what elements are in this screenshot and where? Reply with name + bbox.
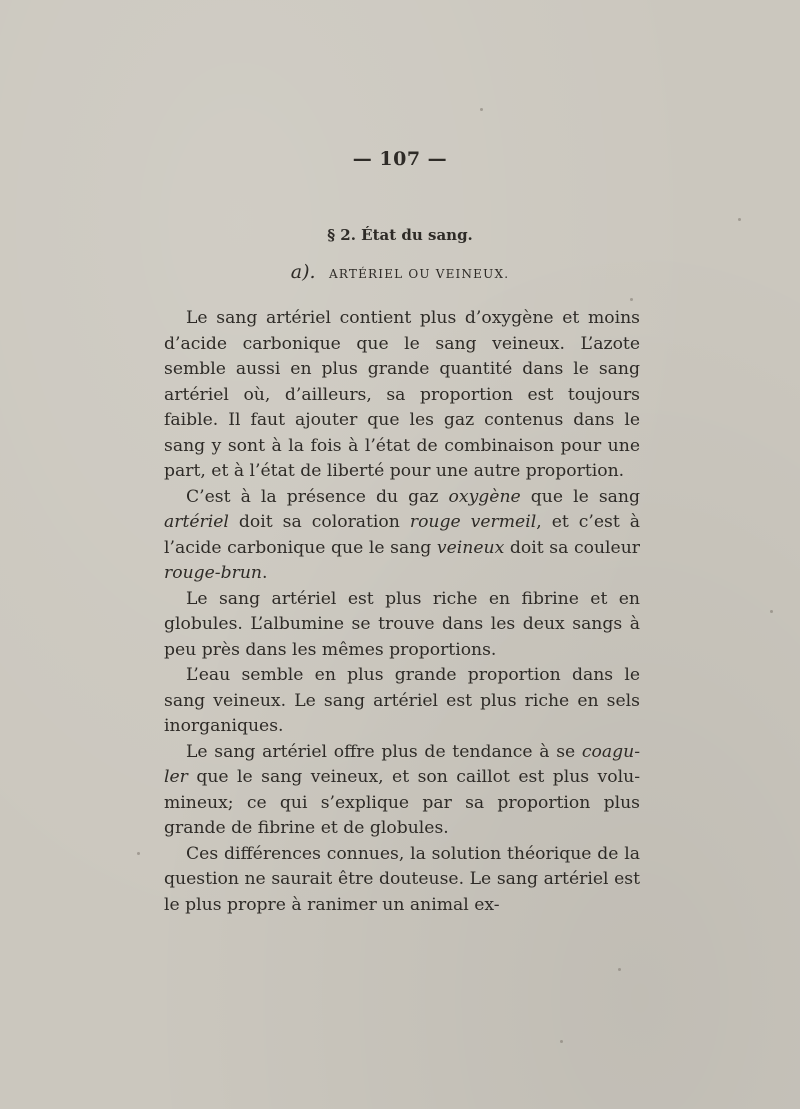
paper-speck: [618, 968, 621, 971]
subheading-text: ARTÉRIEL OU VEINEUX.: [328, 267, 510, 281]
body-text: [164, 306, 640, 918]
paragraph: [164, 663, 640, 740]
subheading-label: a).: [290, 261, 316, 283]
text-run: Le sang artériel contient plus d’oxygène et moins d’acide carbonique que le sang veineux. L’azote semble aussi en plus grande quantité dans le sang artériel où, d’ailleurs, sa proportion est toujours faible. Il faut ajouter que les gaz contenus dans le sang y sont à la fois à l’état de combinaison pour une part, et à l’état de liberté pour une autre proportion.: [164, 308, 640, 481]
text-run: L’eau semble en plus grande proportion dans le sang veineux. Le sang artériel est plus riche en sels inorganiques.: [164, 665, 640, 736]
italic-term: artériel: [164, 512, 229, 532]
text-run: .: [261, 563, 268, 583]
paragraph: [164, 306, 640, 485]
paragraph: [164, 485, 640, 587]
paper-speck: [738, 218, 741, 221]
paper-speck: [630, 298, 633, 301]
subheading: [0, 261, 800, 283]
page-number: — 107 —: [352, 148, 448, 170]
text-run: Le sang artériel est plus riche en fibrine et en globules. L’albumine se trouve dans les deux sangs à peu près dans les mêmes proportions.: [164, 588, 640, 660]
paper-speck: [560, 1040, 563, 1043]
paragraph: [164, 587, 640, 664]
text-run: Ces différences connues, la solution théorique de la question ne saurait être douteuse. Le sang artériel est le plus propre à ranimer un animal ex-: [164, 843, 640, 915]
text-run: , et c’est à l’acide carbonique que le sang: [164, 512, 641, 558]
italic-term: rouge vermeil: [409, 512, 537, 532]
text-run: doit sa coloration: [228, 512, 410, 532]
italic-term: coaguler: [164, 741, 640, 787]
paragraph: [164, 842, 640, 919]
paper-speck: [137, 852, 140, 855]
text-run: que le sang: [520, 486, 640, 507]
text-run: doit sa couleur: [504, 537, 640, 558]
italic-term: oxygène: [448, 486, 521, 507]
text-run: Le sang artériel offre plus de tendance à se: [186, 741, 582, 762]
paragraph: [164, 740, 640, 842]
paper-speck: [770, 610, 773, 613]
italic-term: veineux: [436, 537, 505, 558]
text-run: que le sang veineux, et son caillot est plus volumineux; ce qui s’explique par sa proportion plus grande de fibrine et de globules.: [164, 767, 640, 838]
italic-term: rouge-brun: [164, 563, 262, 583]
text-run: C’est à la présence du gaz: [186, 486, 449, 507]
paper-speck: [480, 108, 483, 111]
section-heading: § 2. État du sang.: [327, 226, 473, 244]
